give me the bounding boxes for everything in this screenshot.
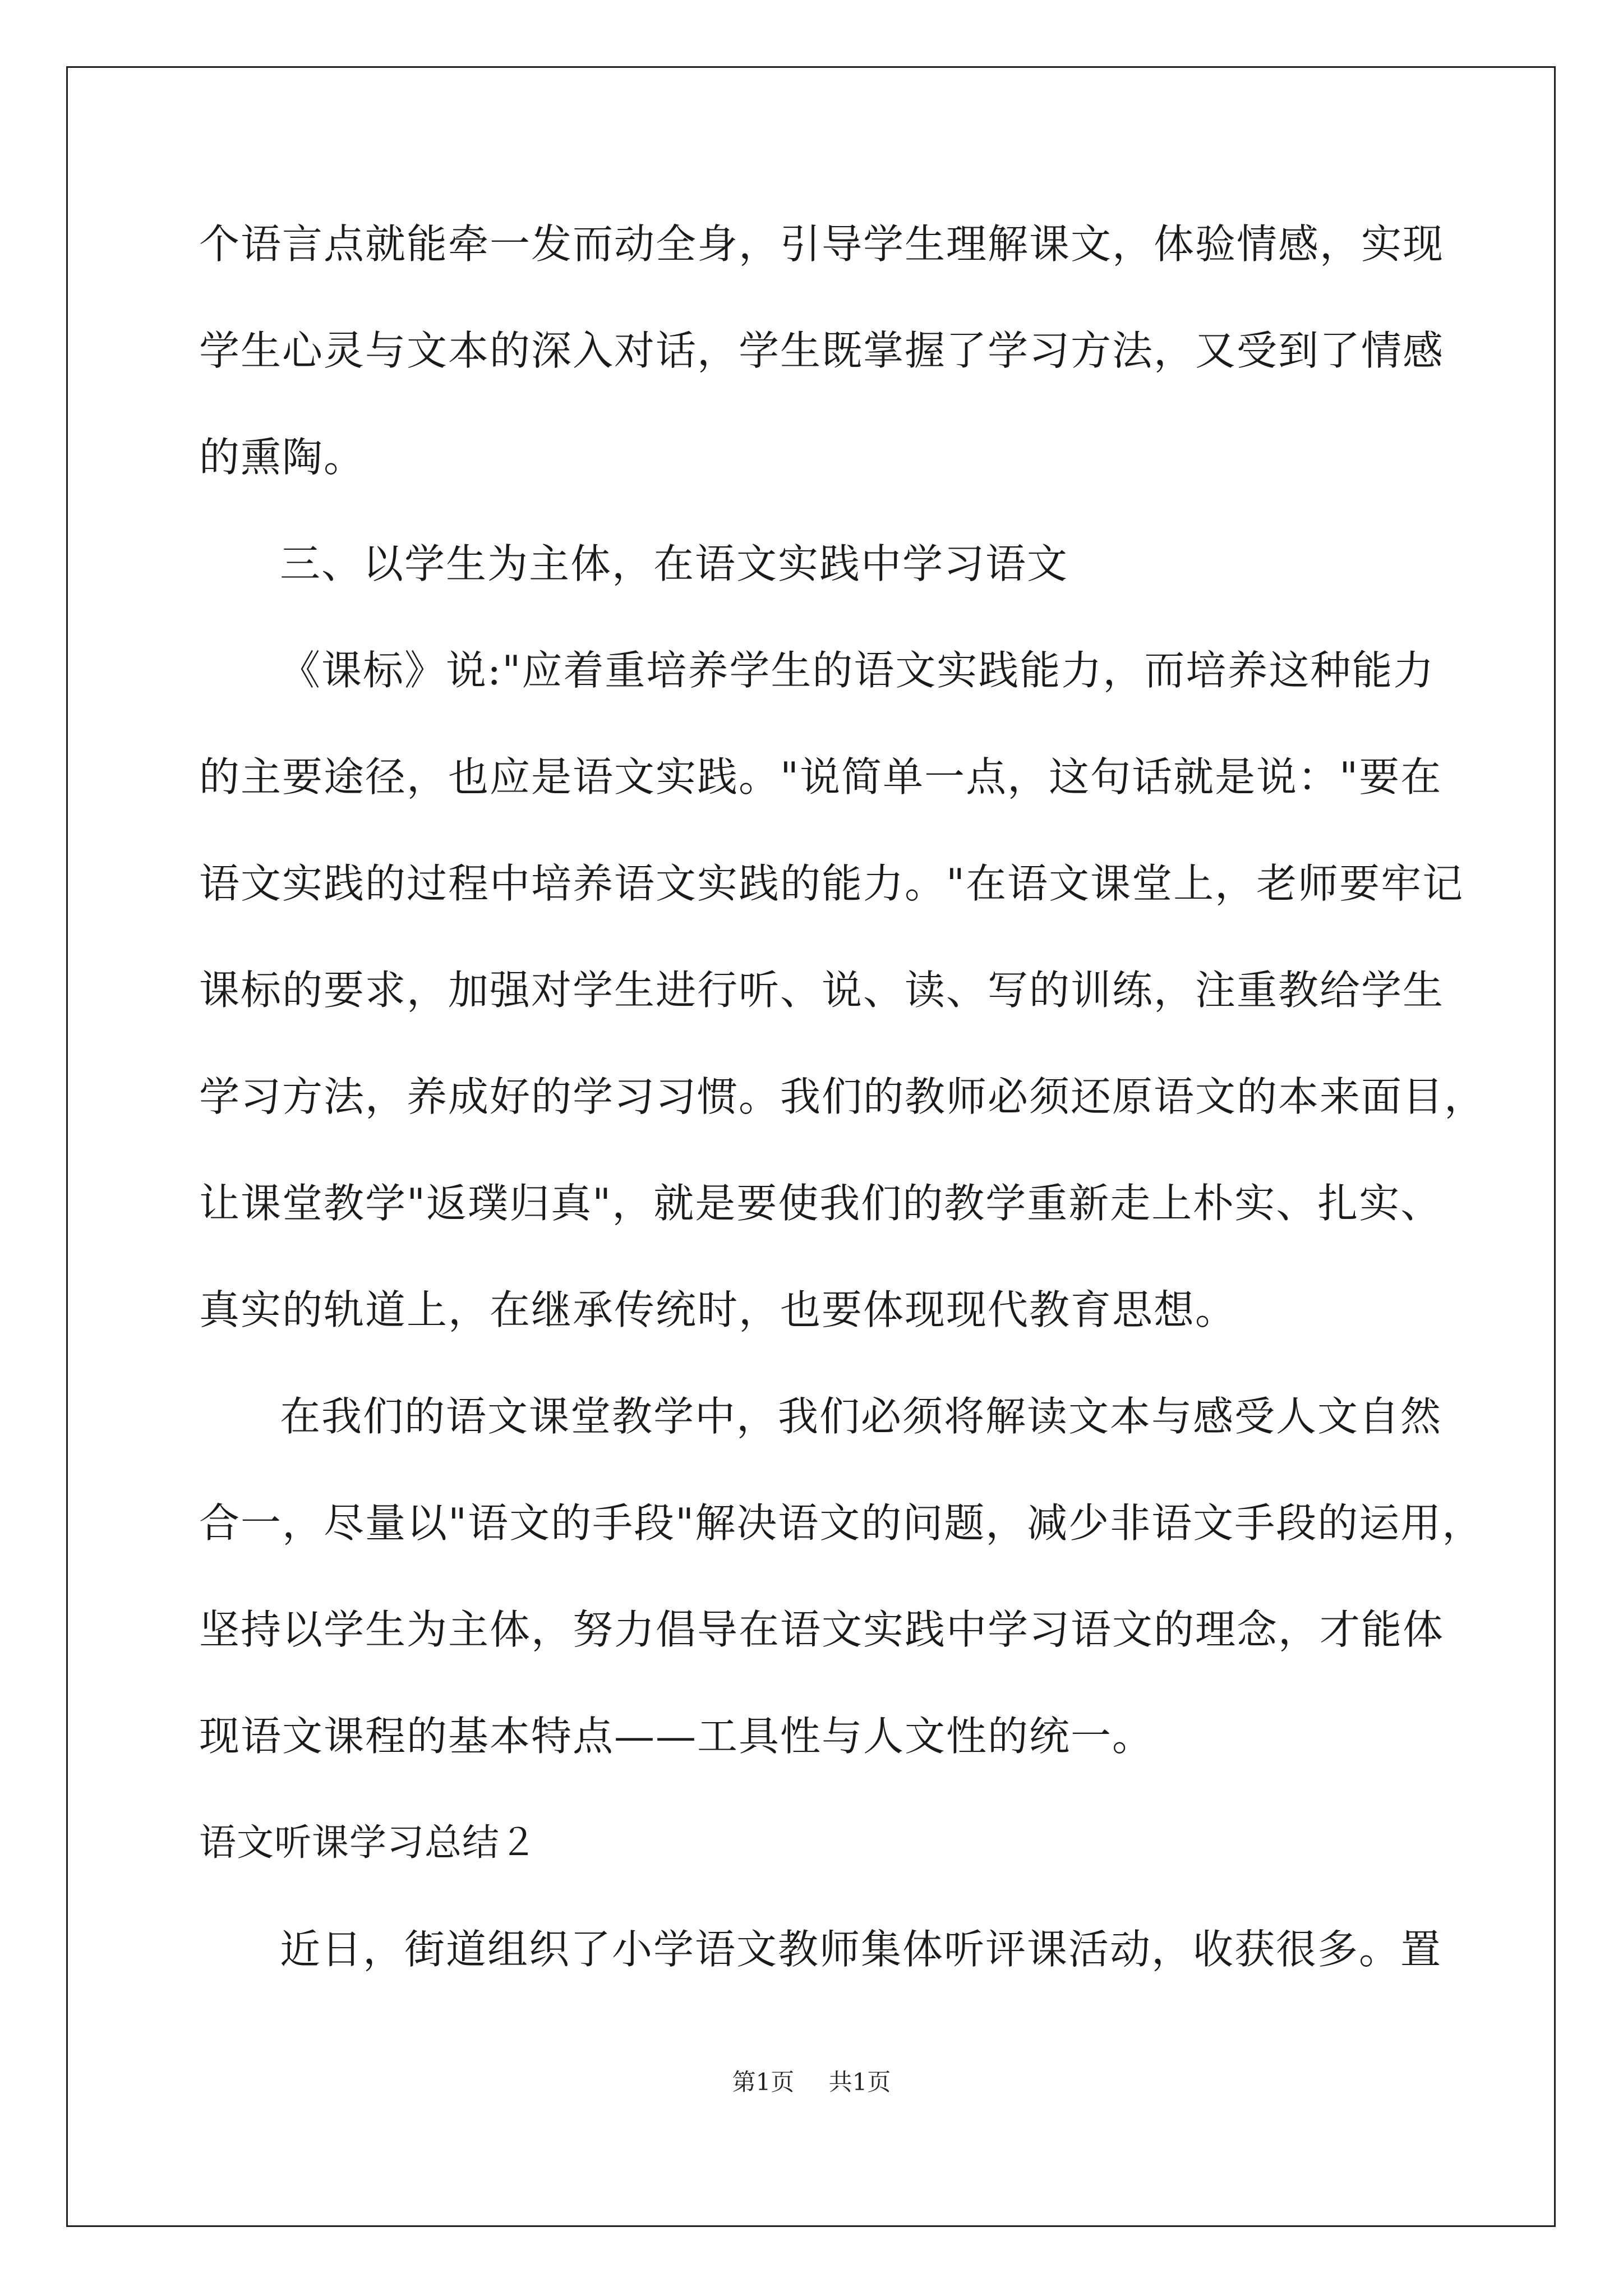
section-heading: 三、以学生为主体，在语文实践中学习语文 [280,540,1069,587]
text-line: 学生心灵与文本的深入对话，学生既掌握了学习方法，又受到了情感 [199,327,1445,374]
document-title: 语文听课学习总结２ [199,1821,537,1864]
text-line: 《课标》说:"应着重培养学生的语文实践能力，而培养这种能力 [280,647,1435,694]
page-total: 共1页 [828,2068,891,2096]
text-line: 让课堂教学"返璞归真"，就是要使我们的教学重新走上朴实、扎实、 [199,1180,1442,1227]
page-footer [0,2065,1623,2099]
text-line: 合一，尽量以"语文的手段"解决语文的问题，减少非语文手段的运用， [199,1499,1484,1547]
text-line: 真实的轨道上，在继承传统时，也要体现现代教育思想。 [199,1286,1237,1333]
text-line: 的熏陶。 [199,434,366,481]
text-line: 的主要途径，也应是语文实践。"说简单一点，这句话就是说："要在 [199,753,1442,800]
text-line: 学习方法，养成好的学习习惯。我们的教师必须还原语文的本来面目， [199,1073,1486,1120]
text-line: 个语言点就能牵一发而动全身，引导学生理解课文，体验情感，实现 [199,220,1445,268]
page-number: 第1页 [732,2068,795,2096]
text-line: 在我们的语文课堂教学中，我们必须将解读文本与感受人文自然 [280,1393,1442,1440]
text-line: 课标的要求，加强对学生进行听、说、读、写的训练，注重教给学生 [199,967,1445,1014]
text-line: 现语文课程的基本特点——工具性与人文性的统一。 [199,1713,1154,1760]
text-line: 坚持以学生为主体，努力倡导在语文实践中学习语文的理念，才能体 [199,1606,1445,1653]
text-line: 语文实践的过程中培养语文实践的能力。"在语文课堂上，老师要牢记 [199,860,1464,907]
text-line: 近日，街道组织了小学语文教师集体听评课活动，收获很多。置 [280,1926,1442,1973]
document-body [199,216,1486,2028]
